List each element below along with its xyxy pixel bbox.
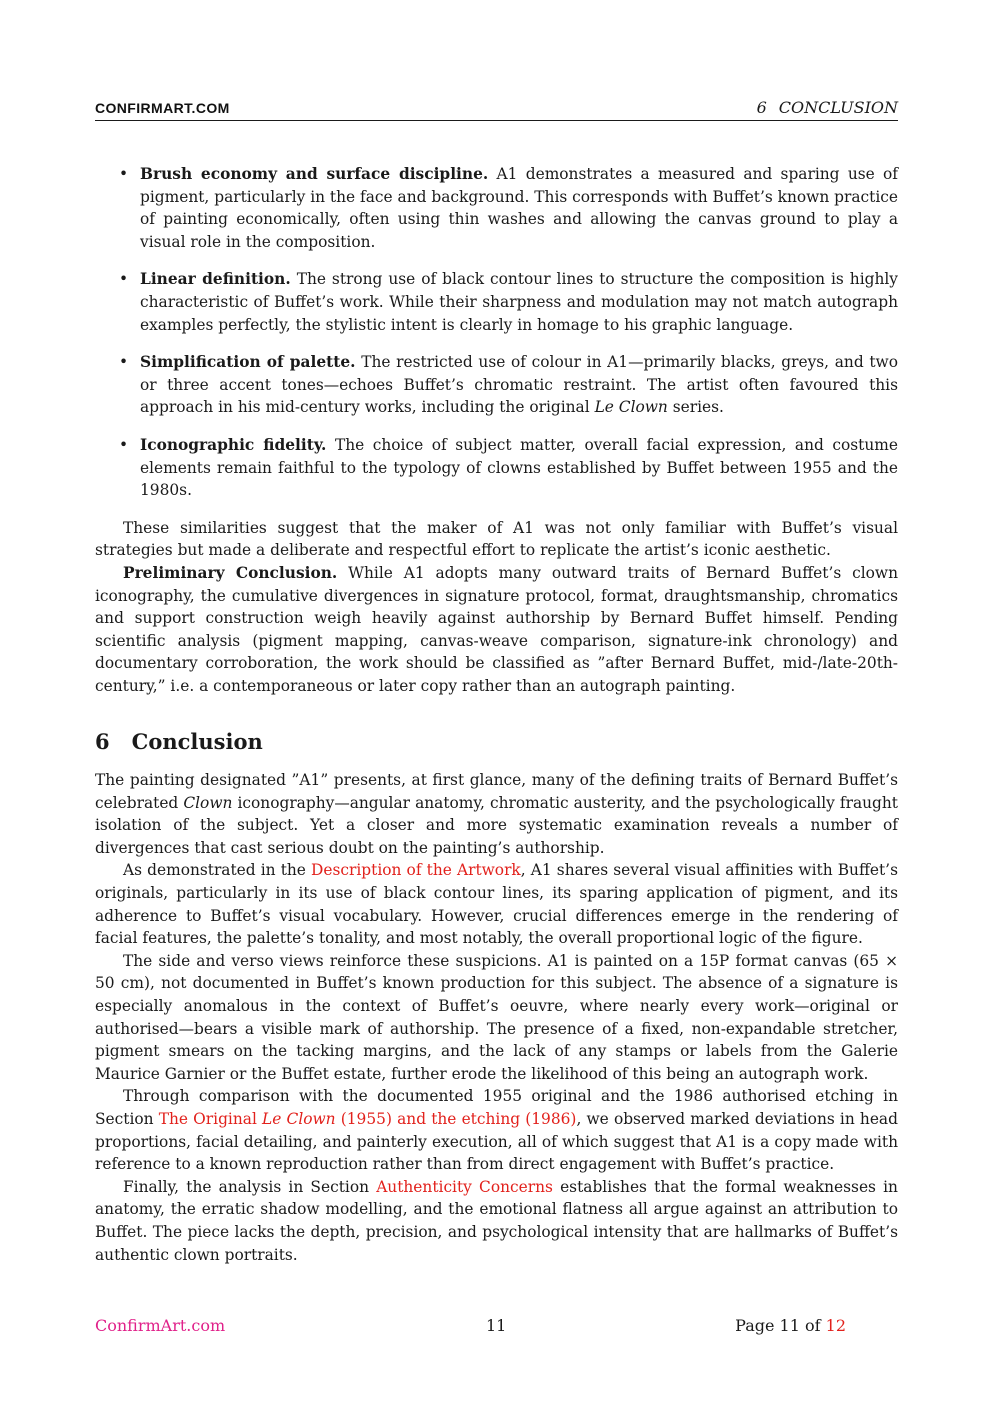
preliminary-label: Preliminary Conclusion. <box>123 563 338 582</box>
list-item <box>95 351 898 419</box>
conclusion-paragraph-2 <box>95 859 898 949</box>
running-section-title <box>757 98 898 117</box>
paragraph-text: , A1 shares several visual affinities with Buffet’s originals, particularly in its use of black contour lines, its sparing application of pigment, and its adherence to Buffet’s visual vocabulary. However, crucial differences emerge in the rendering of facial features, the palette’s tonality, and most notably, the overall proportional logic of the figure. <box>95 861 898 948</box>
preliminary-conclusion-paragraph <box>95 562 898 698</box>
running-section-name: CONCLUSION <box>778 98 898 117</box>
conclusion-paragraph-1 <box>95 769 898 859</box>
list-item-title: Linear definition. <box>140 270 291 289</box>
list-item-text: The restricted use of colour in A1—primarily blacks, greys, and two or three accent tones—echoes Buffet’s chromatic restraint. The artist often favoured this approach in his mid-century works, including the original <box>140 353 898 417</box>
list-item-text: The choice of subject matter, overall facial expression, and costume elements remain faithful to the typology of clowns established by Buffet between 1955 and the 1980s. <box>140 435 898 500</box>
list-item <box>95 163 898 253</box>
list-item-title: Iconographic fidelity. <box>140 435 327 454</box>
list-item-italic: Le Clown <box>594 398 668 417</box>
site-logo[interactable]: CONFIRMART.COM <box>95 100 230 116</box>
link-text: (1955) and the etching (1986) <box>340 1109 577 1128</box>
link-text: The Original <box>158 1109 257 1128</box>
last-page-link[interactable]: 12 <box>825 1316 846 1335</box>
bullet-icon: • <box>119 270 129 289</box>
conclusion-paragraph-3: The side and verso views reinforce these suspicions. A1 is painted on a 15P format canvas (65 × 50 cm), not documented in Buffet’s known production for this subject. The absence of a signature is especially anomalous in the context of Buffet’s oeuvre, where nearly every work—original or authorised—bears a visible mark of authorship. The presence of a fixed, non-expandable stretcher, pigment smears on the tacking margins, and the lack of any stamps or labels from the Galerie Maurice Garnier or the Buffet estate, further erode the likelihood of this being an autograph work. <box>95 951 898 1083</box>
footer-page-number: 11 <box>486 1316 507 1335</box>
original-clown-section-link[interactable] <box>159 1110 577 1128</box>
list-item-text: The strong use of black contour lines to structure the composition is highly characteristic of Buffet’s work. While their sharpness and modulation may not match autograph examples perfectly, the stylistic intent is clearly in homage to his graphic language. <box>140 270 898 334</box>
paragraph-text: establishes that the formal weaknesses in anatomy, the erratic shadow modelling, and the emotional flatness all argue against an attribution to Buffet. The piece lacks the depth, precision, and psychological intensity that are hallmarks of Buffet’s authentic clown portraits. <box>95 1177 898 1264</box>
paragraph-text: The painting designated ”A1” presents, at first glance, many of the defining traits of Bernard Buffet’s celebrated <box>95 771 898 812</box>
list-item-text: series. <box>672 398 724 417</box>
list-item-title: Simplification of palette. <box>140 353 356 372</box>
bullet-icon: • <box>119 353 129 372</box>
document-body <box>95 163 898 1266</box>
running-header <box>95 98 898 121</box>
section-number: 6 <box>95 729 110 755</box>
footer-page-of <box>735 1316 846 1335</box>
paragraph-text: As demonstrated in the <box>123 861 306 880</box>
list-item <box>95 268 898 336</box>
authenticity-concerns-link[interactable]: Authenticity Concerns <box>376 1177 553 1196</box>
page-of-label: Page 11 of <box>735 1316 821 1335</box>
italic-term: Clown <box>183 793 233 812</box>
link-italic: Le Clown <box>262 1109 336 1128</box>
running-section-number: 6 <box>756 98 767 117</box>
section-title: Conclusion <box>131 729 263 755</box>
paragraph-text: Through comparison with the documented 1955 original and the 1986 authorised etching in Section <box>95 1087 898 1128</box>
paragraph-text: iconography—angular anatomy, chromatic austerity, and the psychologically fraught isolation of the subject. Yet a closer and more systematic examination reveals a number of divergences that cast serious doubt on the painting’s authorship. <box>95 793 898 857</box>
footer-site-link[interactable]: ConfirmArt.com <box>95 1316 226 1335</box>
bullet-icon: • <box>119 435 129 454</box>
paragraph-text: , we observed marked deviations in head proportions, facial detailing, and painterly execution, all of which suggest that A1 is a copy made with reference to a known reproduction rather than from direct engagement with Buffet’s practice. <box>95 1109 898 1174</box>
similarities-paragraph: These similarities suggest that the maker of A1 was not only familiar with Buffet’s visual strategies but made a deliberate and respectful effort to replicate the artist’s iconic aesthetic. <box>95 518 898 560</box>
section-heading <box>95 731 898 754</box>
conclusion-paragraph-4 <box>95 1085 898 1175</box>
list-item-title: Brush economy and surface discipline. <box>140 165 489 183</box>
list-item <box>95 434 898 502</box>
paragraph-text: Finally, the analysis in Section <box>123 1177 369 1196</box>
list-item-text: A1 demonstrates a measured and sparing use of pigment, particularly in the face and background. This corresponds with Buffet’s known practice of painting economically, often using thin washes and allowing the canvas ground to play a visual role in the composition. <box>140 165 898 251</box>
description-artwork-link[interactable]: Description of the Artwork <box>311 861 521 880</box>
bullet-icon: • <box>119 165 129 183</box>
preliminary-text: While A1 adopts many outward traits of Bernard Buffet’s clown iconography, the cumulative divergences in signature protocol, format, draughtsmanship, chromatics and support construction weigh heavily against authorship by Bernard Buffet himself. Pending scientific analysis (pigment mapping, canvas-weave comparison, signature-ink chronology) and documentary corroboration, the work should be classified as ”after Bernard Buffet, mid-/late-20th-century,” i.e. a contemporaneous or later copy rather than an autograph painting. <box>95 563 898 695</box>
conclusion-paragraph-5 <box>95 1176 898 1266</box>
similarities-list <box>95 163 898 502</box>
